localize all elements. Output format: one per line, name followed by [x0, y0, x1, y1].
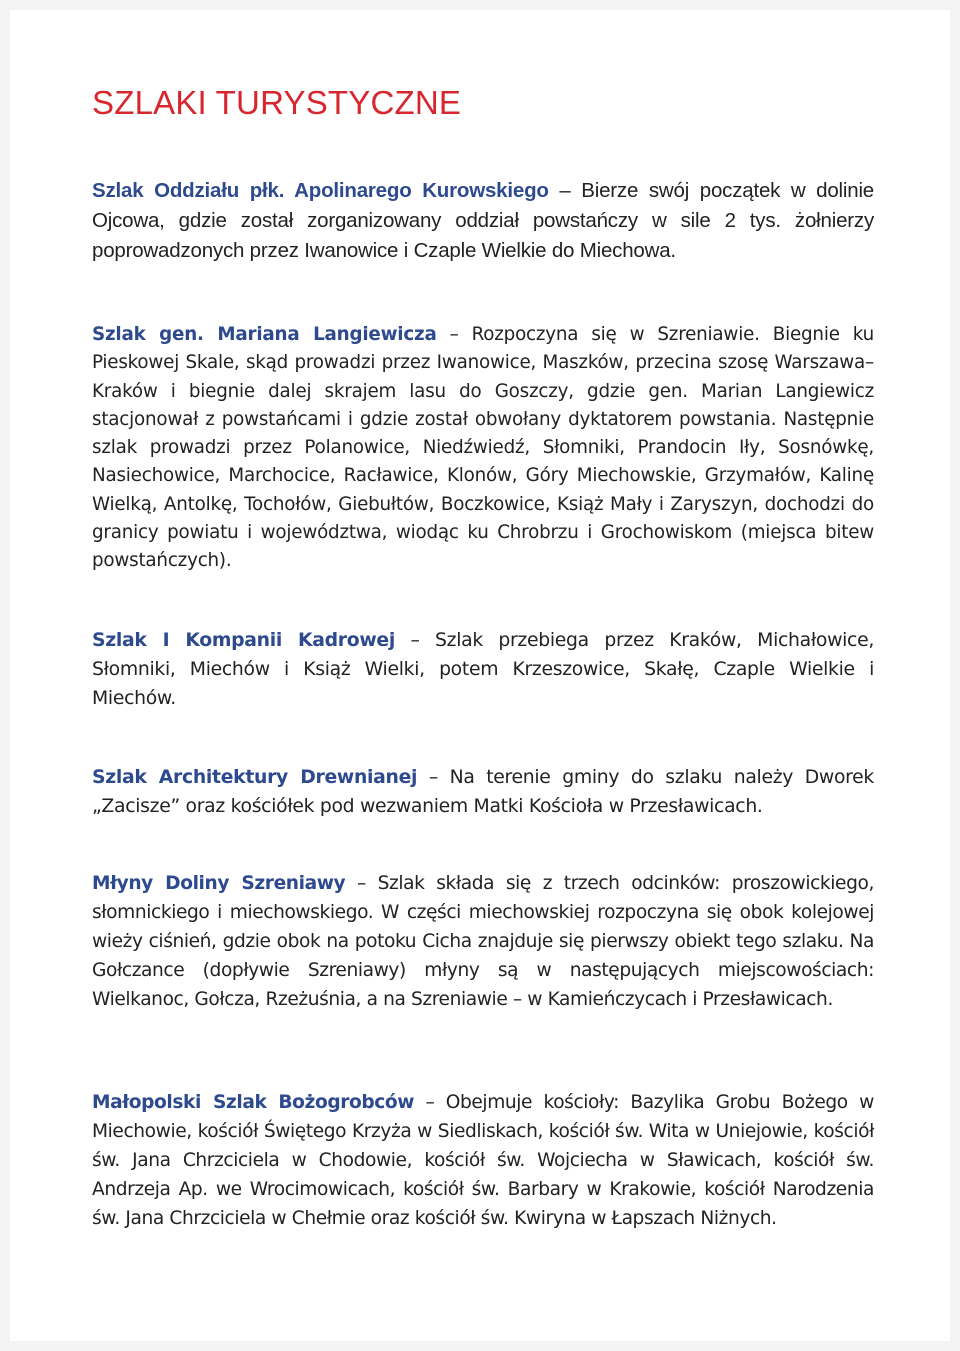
trail-name: Młyny Doliny Szreniawy: [92, 873, 346, 894]
trail-section-kompania-kadrowa: [92, 626, 874, 713]
trail-section-langiewicz: [92, 321, 874, 576]
trail-name: Małopolski Szlak Bożogrobców: [92, 1092, 415, 1113]
page-title: SZLAKI TURYSTYCZNE: [92, 84, 462, 121]
trail-name: Szlak I Kompanii Kadrowej: [92, 630, 395, 651]
trail-description: – Obejmuje kościoły: Bazylika Grobu Bożego w Miechowie, kościół Świętego Krzyża w Siedliskach, kościół św. Wita w Uniejowie, kościół św. Jana Chrzciciela w Chodowie, kościół św. Wojciecha w Sławicach, kościół św. Andrzeja Ap. we Wrocimowicach, kościół św. Barbary w Krakowie, kościół Narodzenia św. Jana Chrzciciela w Chełmie oraz kościół św. Kwiryna w Łapszach Niżnych.: [92, 1092, 874, 1229]
trail-description: – Na terenie gminy do szlaku należy Dworek „Zacisze” oraz kościółek pod wezwaniem Matki Kościoła w Przesławicach.: [92, 767, 874, 817]
trail-description: – Szlak składa się z trzech odcinków: proszowickiego, słomnickiego i miechowskiego. W części miechowskiej rozpoczyna się obok kolejowej wieży ciśnień, gdzie obok na potoku Cicha znajduje się pierwszy obiekt tego szlaku. Na Gołczance (dopływie Szreniawy) młyny są w następujących miejscowościach: Wielkanoc, Gołcza, Rzeżuśnia, a na Szreniawie – w Kamieńczycach i Przesławicach.: [92, 873, 874, 1010]
trail-description: – Rozpoczyna się w Szreniawie. Biegnie ku Pieskowej Skale, skąd prowadzi przez Iwanowice, Maszków, przecina szosę Warszawa–Kraków i biegnie dalej skrajem lasu do Goszczy, gdzie gen. Marian Langiewicz stacjonował z powstańcami i gdzie został obwołany dyktatorem powstania. Następnie szlak prowadzi przez Polanowice, Niedźwiedź, Słomniki, Prandocin Iły, Sosnówkę, Nasiechowice, Marchocice, Racławice, Klonów, Góry Miechowskie, Grzymałów, Kalinę Wielką, Antolkę, Tochołów, Giebułtów, Boczkowice, Książ Mały i Zaryszyn, dochodzi do granicy powiatu i województwa, wiodąc ku Chrobrzu i Grochowiskom (miejsca bitew powstańczych).: [92, 324, 874, 572]
trail-section-mlyny-szreniawy: [92, 869, 874, 1014]
trail-name: Szlak Architektury Drewnianej: [92, 767, 418, 788]
trail-description: – Bierze swój początek w dolinie Ojcowa, gdzie został zorganizowany oddział powstańczy w sile 2 tys. żołnierzy poprowadzonych przez Iwanowice i Czaple Wielkie do Miechowa.: [92, 179, 875, 262]
trail-description: – Szlak przebiega przez Kraków, Michałowice, Słomniki, Miechów i Książ Wielki, potem Krzeszowice, Skałę, Czaple Wielkie i Miechów.: [92, 630, 874, 709]
trail-section-kurowski: [92, 176, 874, 266]
trail-name: Szlak gen. Mariana Langiewicza: [92, 324, 437, 345]
trail-name: Szlak Oddziału płk. Apolinarego Kurowskiego: [92, 179, 549, 202]
trail-section-architektura-drewniana: [92, 763, 874, 821]
trail-section-bozogrobcow: [92, 1088, 874, 1233]
document-page: [10, 10, 950, 1341]
